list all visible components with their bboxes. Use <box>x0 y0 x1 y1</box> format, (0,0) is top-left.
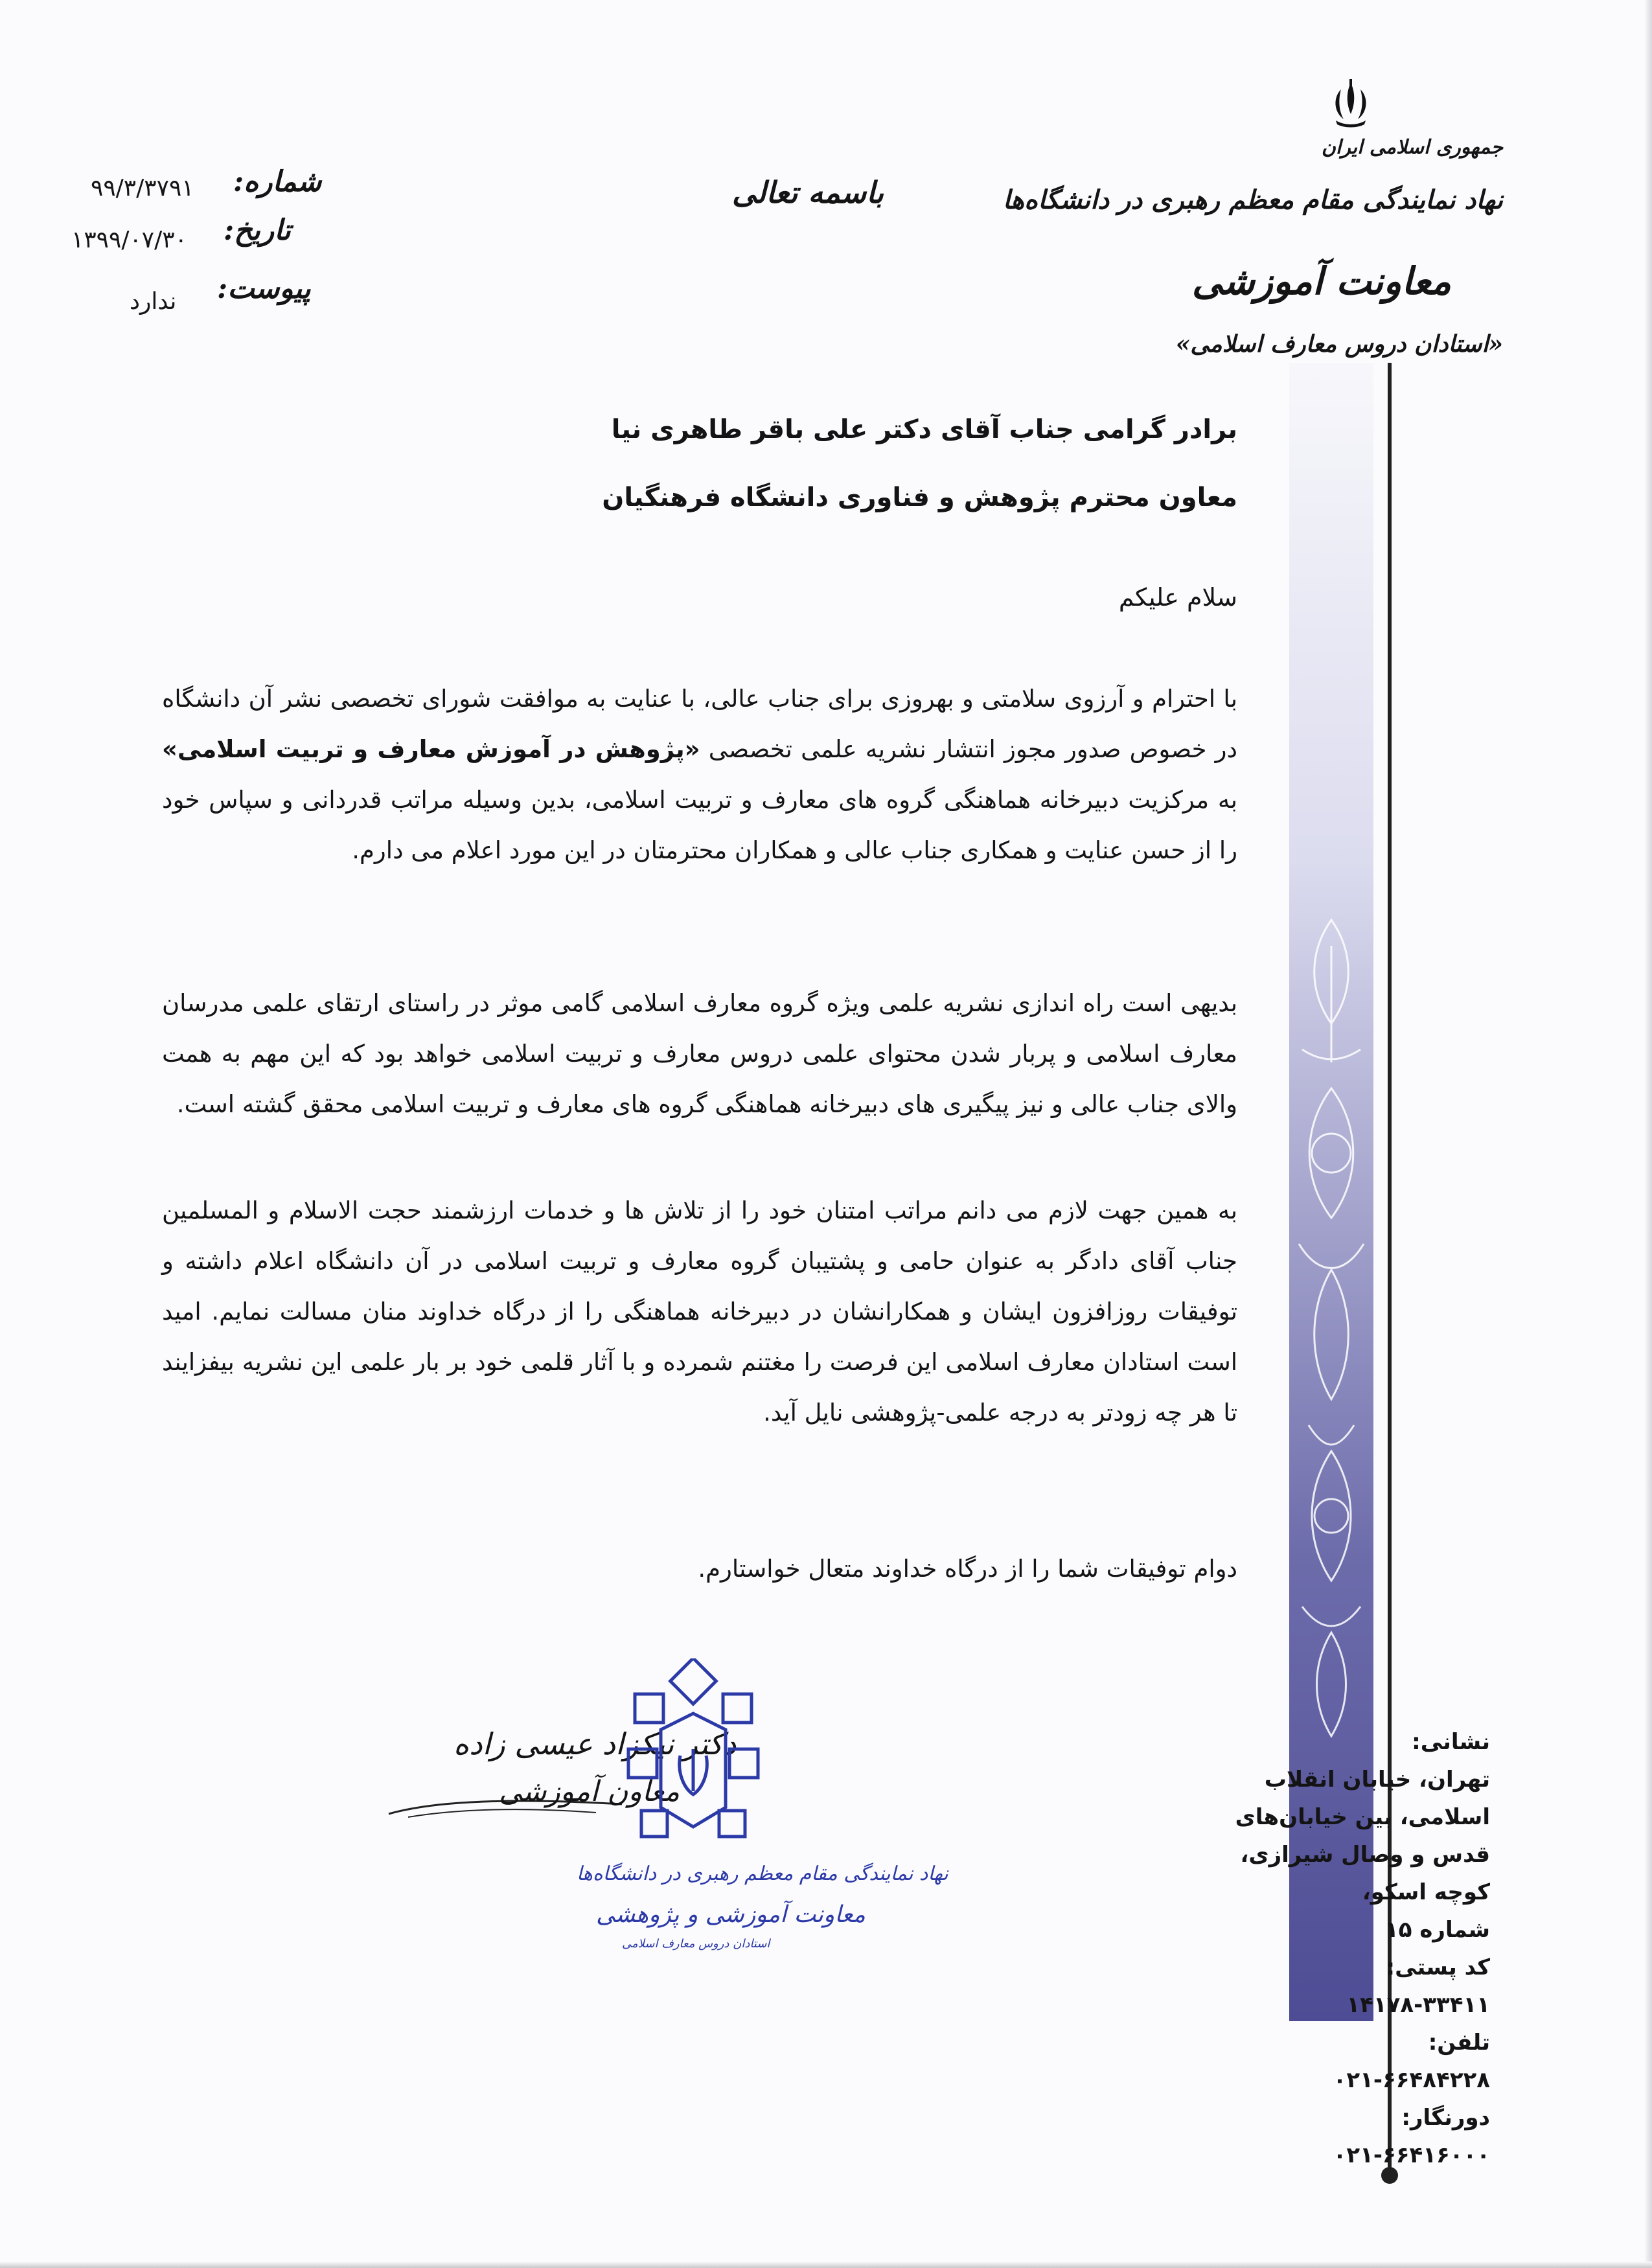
paragraph-1-part-b: به مرکزیت دبیرخانه هماهنگی گروه های معارف و تربیت اسلامی، بدین وسیله مراتب قدردانی و سپاس خود را از حسن عنایت و همکاری جناب عالی و همکاران محترمتان در این مورد اعلام می دارم. <box>162 786 1237 864</box>
org-line-2: نهاد نمایندگی مقام معظم رهبری در دانشگاه‌ها <box>1002 185 1503 215</box>
address-line-1: تهران، خیابان انقلاب <box>1264 1767 1490 1793</box>
signatory-title: معاون آموزشی <box>499 1775 680 1808</box>
invocation: باسمه تعالی <box>732 175 884 210</box>
closing-line: دوام توفیقات شما را از درگاه خداوند متعال خواستارم. <box>698 1555 1237 1583</box>
postal-label: کد پستی: <box>1386 1954 1490 1980</box>
number-value: ۹۹/۳/۳۷۹۱ <box>91 175 194 201</box>
address-line-2: اسلامی، بین خیابان‌های <box>1235 1804 1490 1830</box>
phone-label: تلفن: <box>1428 2030 1490 2056</box>
floral-ornament-icon <box>1289 894 1373 1788</box>
date-label: تاریخ: <box>224 214 291 247</box>
org-line-3: معاونت آموزشی <box>1191 259 1451 303</box>
stamp-seal <box>622 1658 764 1879</box>
date-value: ۱۳۹۹/۰۷/۳۰ <box>71 227 187 253</box>
paragraph-2: بدیهی است راه اندازی نشریه علمی ویژه گروه معارف اسلامی گامی موثر در راستای ارتقای علمی مدرسان معارف اسلامی و پربار شدن محتوای علمی دروس معارف و تربیت اسلامی خواهد بود که این مهم به همت والای جناب عالی و نیز پیگیری های دبیرخانه هماهنگی گروه های معارف و تربیت اسلامی محقق گشته است. <box>162 989 1237 1118</box>
org-line-1: جمهوری اسلامی ایران <box>1321 136 1503 159</box>
paragraph-1-part-a: با احترام و آرزوی سلامتی و بهروزی برای جناب عالی، با عنایت به موافقت شورای تخصصی نشر آن دانشگاه در خصوص صدور مجوز انتشار نشریه علمی تخصصی <box>162 685 1237 763</box>
addressee-line-2: معاون محترم پژوهش و فناوری دانشگاه فرهنگیان <box>602 483 1237 512</box>
paragraph-1 <box>162 674 1237 876</box>
number-label: شماره: <box>233 165 322 198</box>
journal-title: «پژوهش در آموزش معارف و تربیت اسلامی» <box>162 735 700 763</box>
address-label: نشانی: <box>1412 1729 1490 1755</box>
stamp-line-1: نهاد نمایندگی مقام معظم رهبری در دانشگاه‌ها <box>577 1862 948 1885</box>
stamp-line-3: استادان دروس معارف اسلامی <box>622 1937 770 1951</box>
attachment-value: ندارد <box>130 288 177 315</box>
paragraph-3: به همین جهت لازم می دانم مراتب امتنان خود را از تلاش ها و خدمات ارزشمند حجت الاسلام و المسلمین جناب آقای دادگر به عنوان حامی و پشتیبان گروه معارف و تربیت اسلامی در آن دانشگاه اعلام داشته و توفیقات روزافزون ایشان و همکارانشان در دبیرخانه هماهنگی را از درگاه خداوند منان مسالت نمایم. امید است استادان معارف اسلامی این فرصت را مغتنم شمرده و با آثار قلمی خود بر بار علمی این نشریه بیفزایند تا هر چه زودتر به درجه علمی-پژوهشی نایل آید. <box>162 1197 1237 1426</box>
fax-value: ۰۲۱-۶۶۴۱۶۰۰۰ <box>1333 2142 1490 2168</box>
greeting: سلام علیکم <box>1118 583 1237 612</box>
signatory-name: دکتر نیکزاد عیسی زاده <box>453 1726 737 1761</box>
scan-bottom-edge <box>0 2262 1652 2268</box>
postal-value: ۱۴۱۷۸-۳۳۴۱۱ <box>1346 1992 1490 2018</box>
org-line-4: «استادان دروس معارف اسلامی» <box>1175 330 1503 358</box>
phone-value: ۰۲۱-۶۶۴۸۴۲۲۸ <box>1333 2067 1490 2093</box>
address-line-3: قدس و وصال شیرازی، <box>1240 1842 1490 1868</box>
address-line-5: شماره ۱۵ <box>1385 1917 1490 1943</box>
fax-label: دورنگار: <box>1401 2105 1490 2131</box>
address-line-4: کوچه اسکو، <box>1362 1879 1490 1905</box>
address-block <box>1218 1723 1490 2174</box>
attachment-label: پیوست: <box>217 272 311 305</box>
emblem-icon <box>1322 78 1380 130</box>
addressee-line-1: برادر گرامی جناب آقای دکتر علی باقر طاهری نیا <box>611 415 1237 444</box>
stamp-line-2: معاونت آموزشی و پژوهشی <box>596 1901 866 1928</box>
scan-edge <box>1644 0 1652 2268</box>
